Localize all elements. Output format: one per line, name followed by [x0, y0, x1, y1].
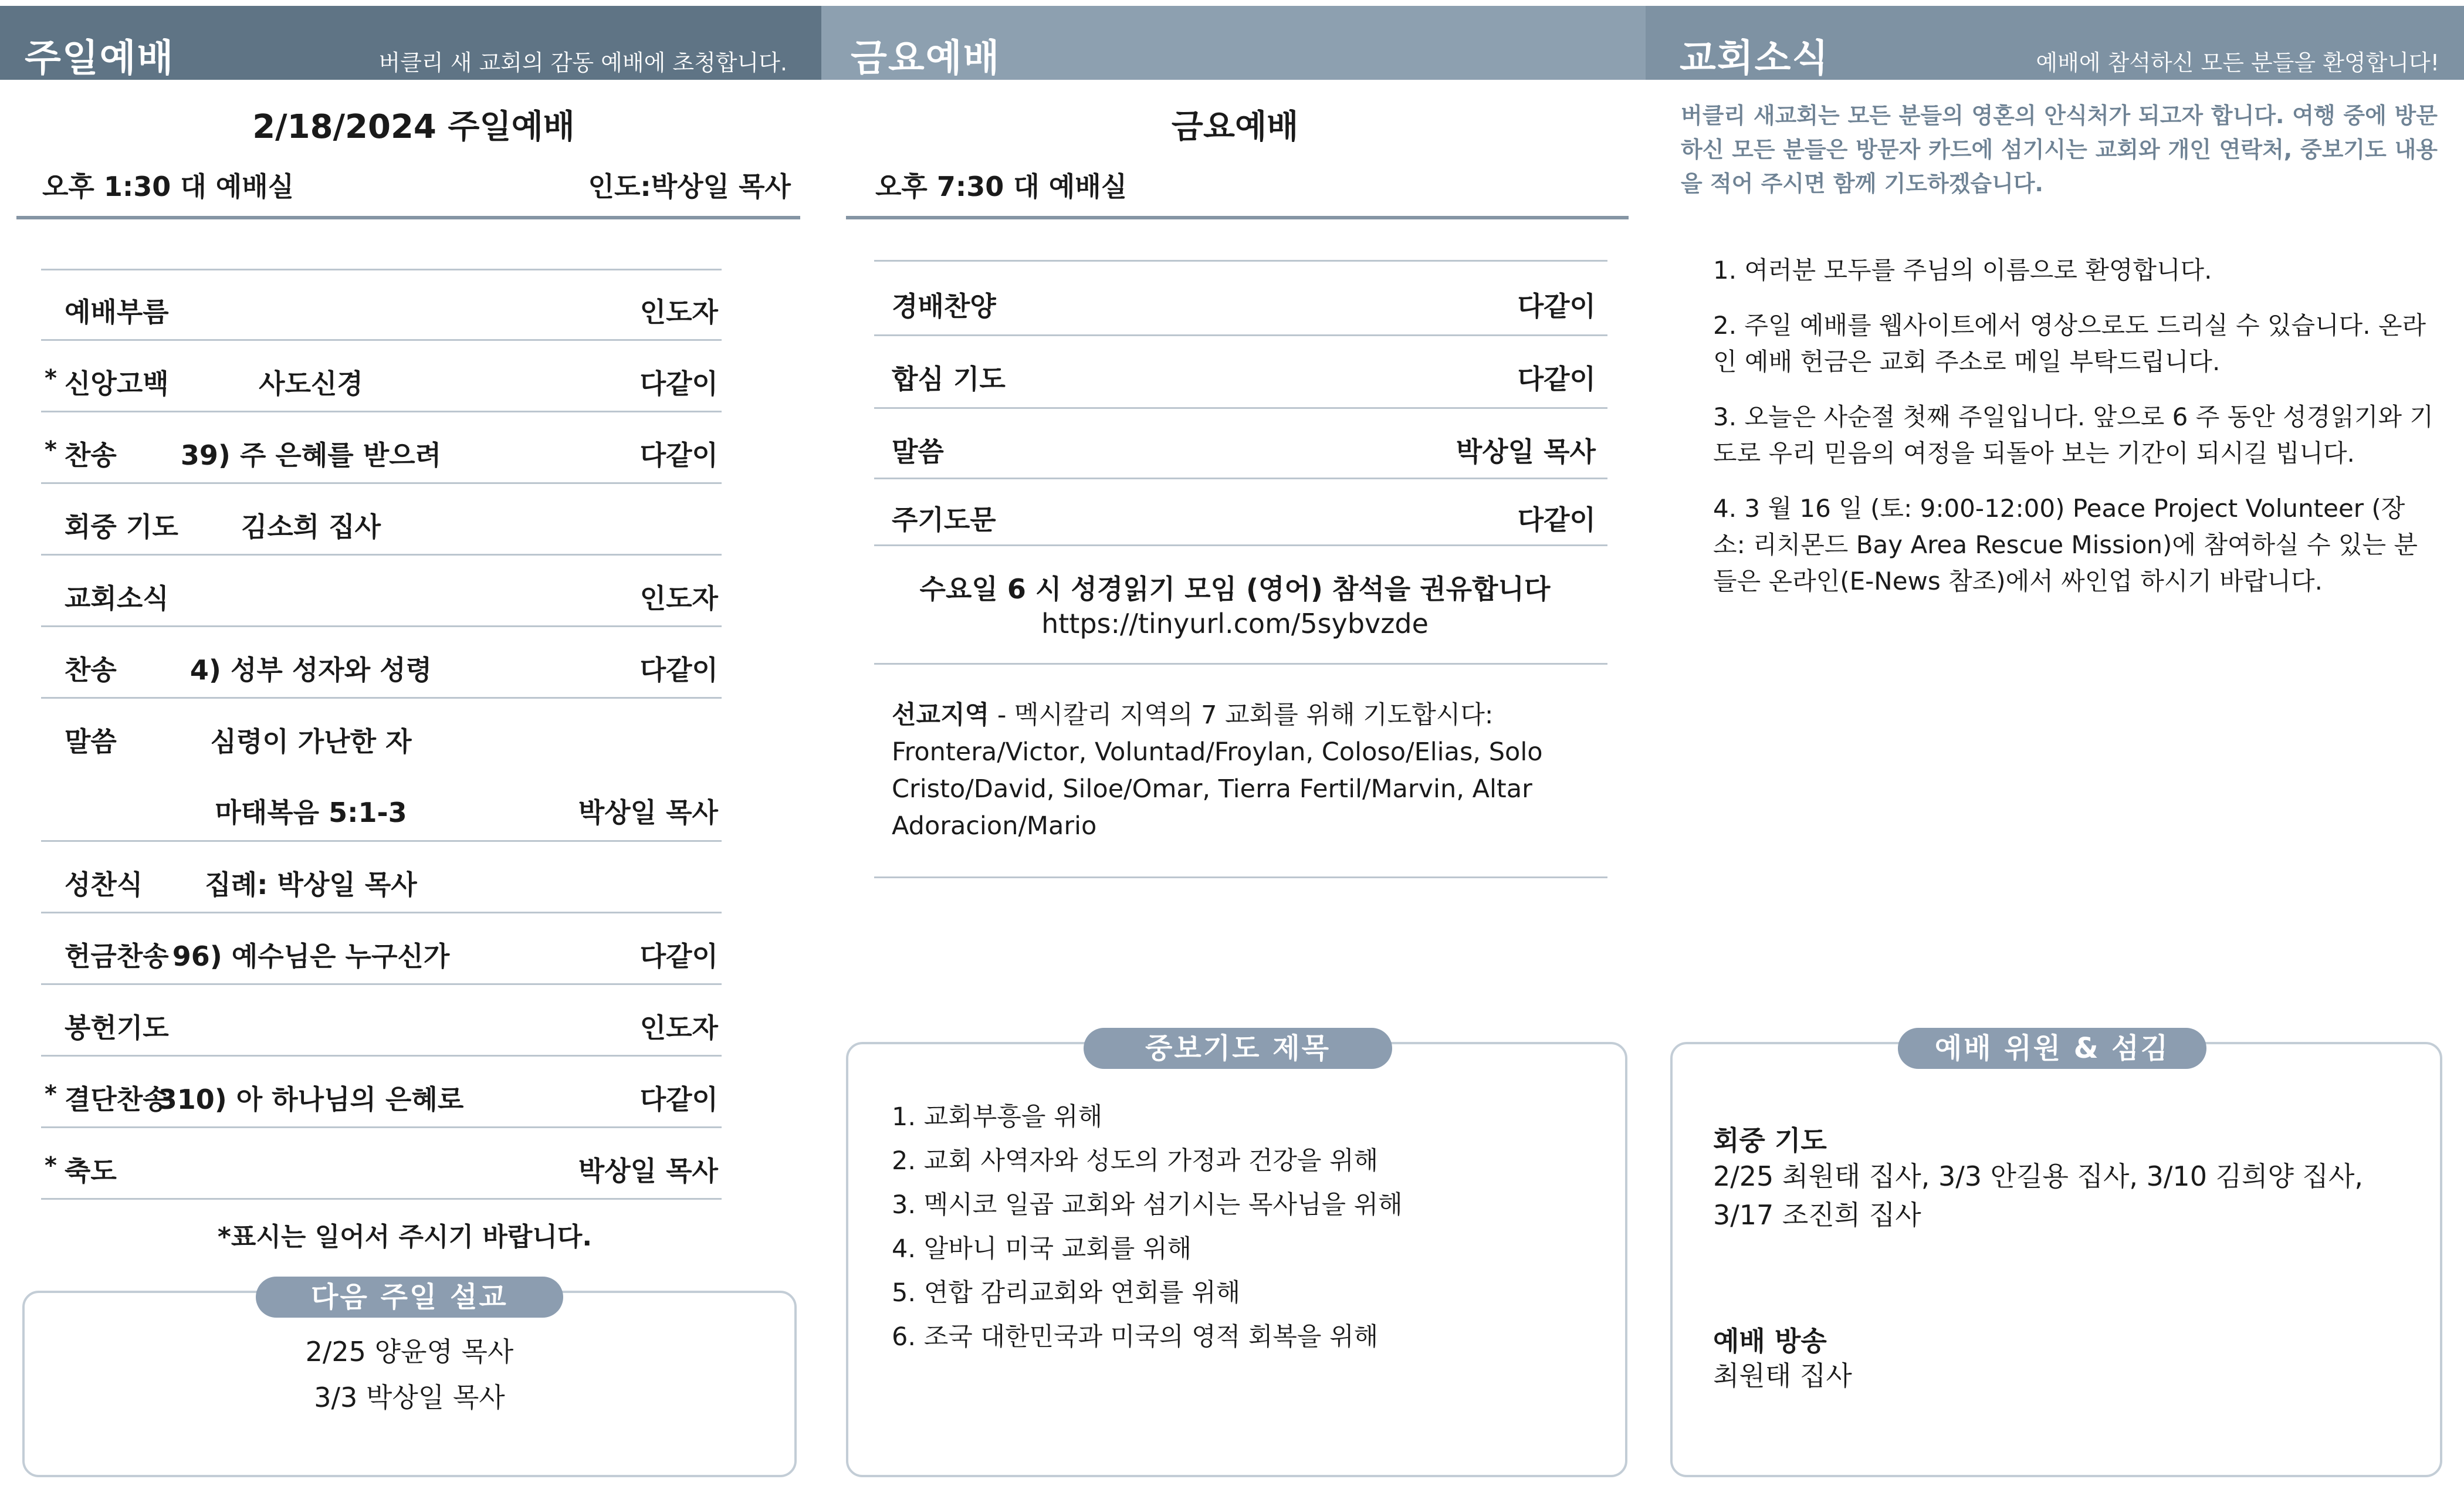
news-list — [1713, 252, 2435, 618]
order-row — [874, 336, 1607, 406]
standing-mark: * — [45, 1081, 57, 1108]
church-news-column — [1646, 0, 2464, 1496]
order-item-name: 회중 기도 — [65, 511, 178, 543]
members-broadcast-text: 최원태 집사 — [1713, 1360, 1852, 1392]
next-sermon-line: 2/25 양윤영 목사 — [305, 1336, 514, 1368]
sunday-header-bar — [0, 6, 821, 80]
mission-paragraph — [892, 697, 1596, 845]
order-row — [41, 769, 722, 841]
standing-mark: * — [45, 436, 57, 463]
order-bottom-divider — [874, 544, 1607, 546]
order-item-person: 다같이 — [639, 1084, 718, 1115]
news-header-subtitle: 예배에 참석하신 모든 분들을 환영합니다! — [2036, 50, 2439, 76]
order-item-name: 합심 기도 — [892, 363, 1006, 395]
standing-mark: * — [45, 1152, 57, 1179]
order-item-name: 신앙고백 — [65, 368, 169, 400]
order-row — [874, 408, 1607, 479]
order-item-name: 결단찬송 — [65, 1084, 169, 1115]
sunday-worship-column — [0, 0, 821, 1496]
mission-label: 선교지역 — [892, 700, 990, 730]
order-row — [874, 476, 1607, 547]
wednesday-link[interactable]: https://tinyurl.com/5sybvzde — [1041, 608, 1429, 639]
order-item-content: 심령이 가난한 자 — [210, 726, 412, 757]
order-row — [41, 841, 722, 913]
order-item-person: 인도자 — [639, 1012, 718, 1044]
order-item-name: 말씀 — [892, 436, 944, 468]
members-broadcast-label: 예배 방송 — [1713, 1325, 1827, 1357]
next-sermon-label: 다음 주일 설교 — [256, 1277, 563, 1318]
order-row — [41, 269, 722, 340]
list-item: 1. 교회부흥을 위해 — [892, 1102, 1103, 1132]
next-sermon-line: 3/3 박상일 목사 — [314, 1382, 505, 1413]
wednesday-notice: 수요일 6 시 성경읽기 모임 (영어) 참석을 권유합니다 — [919, 573, 1551, 605]
sunday-header-divider — [16, 216, 800, 219]
sunday-header-subtitle: 버클리 새 교회의 감동 예배에 초청합니다. — [378, 50, 787, 76]
order-item-name: 말씀 — [65, 726, 117, 757]
order-item-content: 96) 예수님은 누구신가 — [172, 940, 450, 972]
order-item-content: 집례: 박상일 목사 — [205, 869, 417, 901]
order-item-person: 박상일 목사 — [578, 797, 718, 828]
news-item: 2. 주일 예배를 웹사이트에서 영상으로도 드리실 수 있습니다. 온라인 예배 헌금은 교회 주소로 메일 부탁드립니다. — [1713, 311, 2426, 376]
order-item-content: 310) 아 하나님의 은혜로 — [158, 1084, 464, 1115]
order-row — [41, 913, 722, 984]
order-item-name: 경배찬양 — [892, 290, 996, 322]
friday-header-bar — [821, 6, 1646, 80]
list-item: 6. 조국 대한민국과 미국의 영적 회복을 위해 — [892, 1322, 1379, 1352]
order-top-divider — [874, 260, 1607, 262]
order-item-content: 39) 주 은혜를 받으려 — [180, 439, 442, 471]
order-item-name: 헌금찬송 — [65, 940, 169, 972]
section-divider — [874, 876, 1607, 878]
order-row — [874, 263, 1607, 333]
news-header-title: 교회소식 — [1680, 37, 1830, 80]
order-item-person: 박상일 목사 — [578, 1155, 718, 1187]
order-row — [41, 698, 722, 770]
members-prayer-label: 회중 기도 — [1713, 1125, 1827, 1156]
sunday-header-title: 주일예배 — [25, 37, 175, 80]
list-item: 4. 알바니 미국 교회를 위해 — [892, 1234, 1192, 1264]
order-item-content: 김소희 집사 — [241, 511, 381, 543]
order-item-person: 인도자 — [639, 583, 718, 614]
order-item-name: 교회소식 — [65, 583, 169, 614]
order-row — [41, 1056, 722, 1128]
order-row — [41, 555, 722, 627]
order-item-person: 다같이 — [1517, 290, 1596, 322]
section-divider — [874, 663, 1607, 665]
sunday-leader: 인도:박상일 목사 — [588, 171, 791, 202]
order-item-name: 주기도문 — [892, 504, 996, 536]
order-row — [41, 412, 722, 483]
news-item: 3. 오늘은 사순절 첫째 주일입니다. 앞으로 6 주 동안 성경읽기와 기도로 우리 믿음의 여정을 되돌아 보는 기간이 되시길 빕니다. — [1713, 402, 2433, 468]
order-item-content: 4) 성부 성자와 성령 — [189, 654, 432, 686]
order-item-name: 축도 — [65, 1155, 117, 1187]
sunday-time-place: 오후 1:30 대 예배실 — [42, 171, 295, 202]
order-item-content: 사도신경 — [259, 368, 363, 400]
friday-worship-column — [821, 0, 1646, 1496]
sunday-service-title: 2/18/2024 주일예배 — [252, 108, 575, 146]
order-row — [41, 340, 722, 412]
order-row — [41, 984, 722, 1056]
friday-service-title: 금요예배 — [1171, 108, 1299, 146]
order-row — [41, 627, 722, 698]
order-item-name: 성찬식 — [65, 869, 143, 901]
next-sermon-box — [22, 1291, 797, 1477]
prayer-label: 중보기도 제목 — [1084, 1028, 1392, 1069]
order-item-person: 다같이 — [1517, 363, 1596, 395]
members-label: 예배 위원 & 섬김 — [1898, 1028, 2206, 1069]
order-bottom-divider — [41, 1198, 722, 1200]
order-item-name: 예배부름 — [65, 296, 169, 328]
order-item-person: 다같이 — [639, 654, 718, 686]
list-item: 5. 연합 감리교회와 연회를 위해 — [892, 1278, 1241, 1308]
order-item-person: 다같이 — [639, 368, 718, 400]
welcome-intro: 버클리 새교회는 모든 분들의 영혼의 안식처가 되고자 합니다. 여행 중에 방문하신 모든 분들은 방문자 카드에 섬기시는 교회와 개인 연락처, 중보기도 내용을 적어 주시면 함께 기도하겠습니다. — [1681, 103, 2438, 197]
list-item: 3. 멕시코 일곱 교회와 섬기시는 목사님을 위해 — [892, 1190, 1403, 1220]
mission-text: - 멕시칼리 지역의 7 교회를 위해 기도합시다: Frontera/Victor, Voluntad/Froylan, Coloso/Elias, Solo Cristo/David, Siloe/Omar, Tierra Fertil/Marvin, Altar Adoracion/Mario — [892, 700, 1543, 841]
order-item-name: 찬송 — [65, 439, 117, 471]
order-item-person: 다같이 — [639, 439, 718, 471]
standing-note: *표시는 일어서 주시기 바랍니다. — [217, 1222, 593, 1252]
order-item-name: 봉헌기도 — [65, 1012, 169, 1044]
friday-header-title: 금요예배 — [851, 37, 1001, 80]
news-item: 4. 3 월 16 일 (토: 9:00-12:00) Peace Project Volunteer (장소: 리치몬드 Bay Area Rescue Mission)에 참여하실 수 있는 분들은 온라인(E-News 참조)에서 싸인업 하시기 바랍니다. — [1713, 494, 2418, 595]
order-item-person: 다같이 — [639, 940, 718, 972]
members-prayer-text: 2/25 최원태 집사, 3/3 안길용 집사, 3/10 김희양 집사, 3/17 조진희 집사 — [1713, 1160, 2364, 1231]
list-item: 2. 교회 사역자와 성도의 가정과 건강을 위해 — [892, 1146, 1379, 1176]
order-row — [41, 1128, 722, 1199]
prayer-list — [892, 1097, 1403, 1361]
standing-mark: * — [45, 365, 57, 392]
order-item-person: 인도자 — [639, 296, 718, 328]
order-item-person: 박상일 목사 — [1456, 436, 1596, 468]
order-row — [41, 483, 722, 555]
order-item-person: 다같이 — [1517, 504, 1596, 536]
friday-time-place: 오후 7:30 대 예배실 — [875, 171, 1128, 202]
order-item-content: 마태복음 5:1-3 — [215, 797, 407, 828]
friday-header-divider — [846, 216, 1629, 219]
members-box — [1670, 1042, 2442, 1477]
order-item-name: 찬송 — [65, 654, 117, 686]
news-header-bar — [1646, 6, 2464, 80]
news-item: 1. 여러분 모두를 주님의 이름으로 환영합니다. — [1713, 256, 2212, 285]
